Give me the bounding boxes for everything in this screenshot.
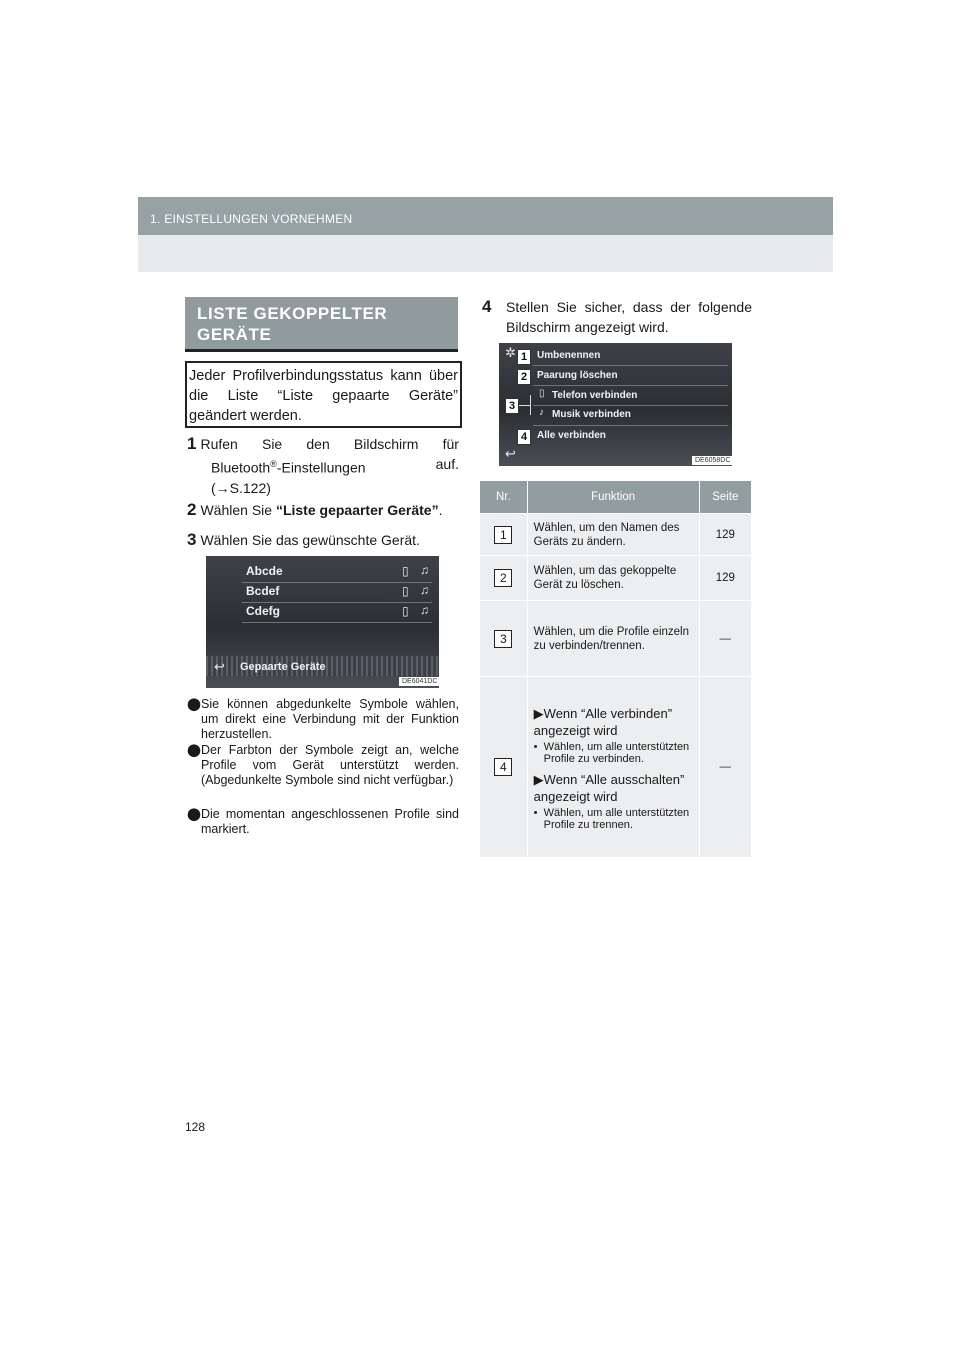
function-cell: Wählen, um das gekoppelte Gerät zu löschen. <box>527 556 699 601</box>
image-code: DE6041DC <box>399 677 439 686</box>
table-row <box>480 601 751 677</box>
music-note-icon[interactable]: ♫ <box>420 563 429 577</box>
number-box: 2 <box>494 569 512 587</box>
menu-connect-music[interactable]: Musik verbinden <box>552 409 631 420</box>
page-cell: — <box>699 677 751 857</box>
divider <box>242 602 432 603</box>
section-title: LISTE GEKOPPELTER GERÄTE <box>197 304 388 344</box>
device-item-2[interactable]: Bcdef <box>246 584 280 598</box>
note-bullet-3: ⬤ Die momentan angeschlossenen Profile sind markiert. <box>187 807 459 836</box>
music-note-icon: ♪ <box>539 407 544 418</box>
col-header-function: Funktion <box>527 481 699 514</box>
step-3-number: 3 <box>187 530 197 549</box>
screen-device-options <box>499 343 732 466</box>
step-2 <box>187 500 459 520</box>
triangle-icon: ▶ <box>533 771 544 787</box>
step-1-reference[interactable]: (→S.122) <box>211 479 271 496</box>
condition-bullet-1: • Wählen, um alle unterstützten Profile zu verbinden. <box>534 741 693 765</box>
page-link[interactable]: 129 <box>699 514 751 556</box>
section-title-box <box>185 297 458 352</box>
number-box: 1 <box>494 526 512 544</box>
note-bullet-2: ⬤ Der Farbton der Symbole zeigt an, welche Profile vom Gerät unterstützt werden. (Abgedunkelte Symbole sind nicht verfügbar.) <box>187 743 459 787</box>
step-4-text: Stellen Sie sicher, dass der folgende Bildschirm angezeigt wird. <box>506 299 752 335</box>
bullet-icon: ⬤ <box>187 697 201 711</box>
intro-box <box>185 361 462 428</box>
table-row <box>480 514 751 556</box>
step-2-post: . <box>438 502 443 518</box>
bullet-icon: ⬤ <box>187 743 201 757</box>
phone-icon[interactable]: ▯ <box>402 604 409 618</box>
divider <box>533 365 728 366</box>
step-1-number: 1 <box>187 434 197 453</box>
condition-bullet-2: • Wählen, um alle unterstützten Profile zu trennen. <box>534 807 693 831</box>
divider <box>533 425 728 426</box>
back-icon[interactable]: ↩ <box>214 659 225 674</box>
divider <box>242 622 432 623</box>
col-header-nr: Nr. <box>480 481 527 514</box>
marker-2: 2 <box>517 369 531 385</box>
function-cell: Wählen, um die Profile einzeln zu verbinden/trennen. <box>527 601 699 677</box>
chapter-header-title: 1. EINSTELLUNGEN VORNEHMEN <box>150 212 353 226</box>
table-row <box>480 556 751 601</box>
number-box: 4 <box>494 758 512 776</box>
device-item-1[interactable]: Abcde <box>246 564 283 578</box>
divider <box>533 405 728 406</box>
step-4-number: 4 <box>482 297 492 316</box>
marker-4: 4 <box>517 429 531 445</box>
divider <box>242 582 432 583</box>
note-bullet-1: ⬤ Sie können abgedunkelte Symbole wählen, um direkt eine Verbindung mit der Funktion herzustellen. <box>187 697 459 741</box>
condition-heading-1: ▶Wenn “Alle verbinden” angezeigt wird <box>533 705 673 738</box>
step-3 <box>187 530 459 550</box>
table-row <box>480 677 751 857</box>
page-link[interactable]: 129 <box>699 556 751 601</box>
settings-gear-icon[interactable]: ✲ <box>505 345 516 360</box>
step-4 <box>482 297 752 337</box>
step-2-bold: “Liste gepaarter Geräte” <box>275 502 439 518</box>
col-header-page: Seite <box>699 481 751 514</box>
function-table <box>480 481 751 857</box>
step-3-text: Wählen Sie das gewünschte Gerät. <box>200 532 420 548</box>
device-item-3[interactable]: Cdefg <box>246 604 280 618</box>
function-cell <box>527 677 699 857</box>
menu-connect-all[interactable]: Alle verbinden <box>537 430 606 441</box>
divider <box>533 385 728 386</box>
marker-3: 3 <box>505 398 519 414</box>
chapter-header-bar <box>138 197 833 235</box>
menu-connect-phone[interactable]: Telefon verbinden <box>552 390 638 401</box>
page-cell: — <box>699 601 751 677</box>
page-number: 128 <box>185 1120 206 1134</box>
menu-delete-pairing[interactable]: Paarung löschen <box>537 370 618 381</box>
menu-rename[interactable]: Umbenennen <box>537 350 601 361</box>
step-2-number: 2 <box>187 500 197 519</box>
number-box: 3 <box>494 630 512 648</box>
music-note-icon[interactable]: ♫ <box>420 583 429 597</box>
table-header-row <box>480 481 751 514</box>
step-2-pre: Wählen Sie <box>200 502 276 518</box>
phone-icon[interactable]: ▯ <box>402 584 409 598</box>
phone-icon: ▯ <box>539 388 545 399</box>
condition-heading-2: ▶Wenn “Alle ausschalten” angezeigt wird <box>533 771 685 804</box>
chapter-header-band <box>138 235 833 272</box>
back-icon[interactable]: ↩ <box>505 446 516 461</box>
image-code: DE6058DC <box>692 456 732 465</box>
marker-1: 1 <box>517 349 531 365</box>
screen-paired-devices <box>206 556 439 688</box>
registered-mark: ® <box>270 459 277 469</box>
screen-title: Gepaarte Geräte <box>240 661 326 673</box>
function-cell: Wählen, um den Namen des Geräts zu ändern. <box>527 514 699 556</box>
intro-text: Jeder Profilverbindungsstatus kann über die Liste “Liste gepaarte Geräte” geändert werden. <box>189 368 458 424</box>
music-note-icon[interactable]: ♫ <box>420 603 429 617</box>
step-1: 1 Rufen Sie den Bildschirm für Bluetooth®-Einstellungen auf. (→S.122) <box>187 434 459 496</box>
phone-icon[interactable]: ▯ <box>402 564 409 578</box>
bullet-icon: ⬤ <box>187 807 201 821</box>
bracket-line <box>530 395 531 415</box>
triangle-icon: ▶ <box>533 705 544 721</box>
